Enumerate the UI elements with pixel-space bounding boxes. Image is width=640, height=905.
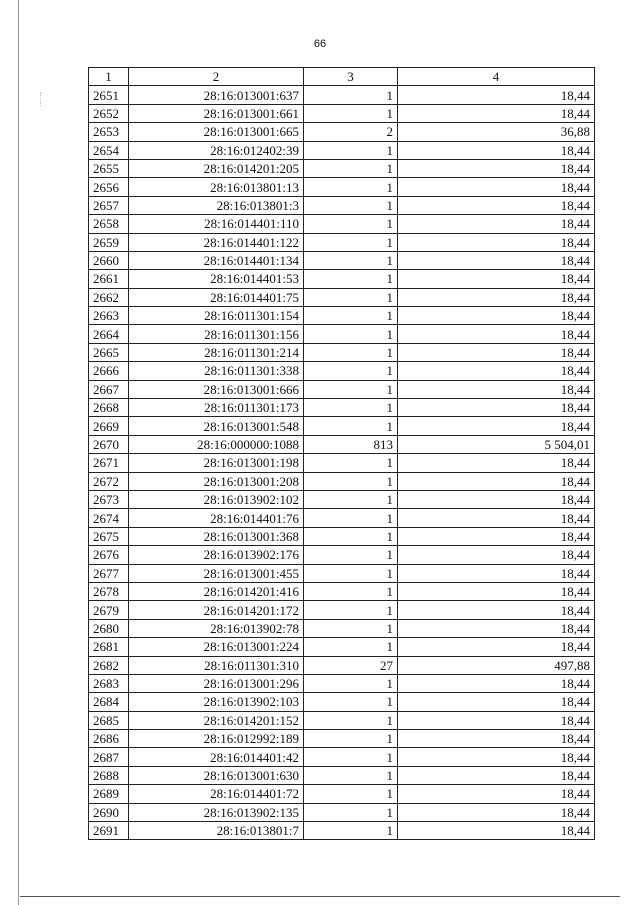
table-row — [89, 141, 595, 159]
quantity-cell: 1 — [304, 748, 398, 766]
cadastral-number-cell: 28:16:013001:198 — [129, 454, 304, 472]
row-number-cell: 2679 — [89, 601, 129, 619]
row-number-cell: 2691 — [89, 822, 129, 840]
quantity-cell: 1 — [304, 693, 398, 711]
row-number-cell: 2659 — [89, 233, 129, 251]
cadastral-number-cell: 28:16:013801:7 — [129, 822, 304, 840]
table-row — [89, 693, 595, 711]
amount-cell: 36,88 — [398, 123, 595, 141]
row-number-cell: 2666 — [89, 362, 129, 380]
row-number-cell: 2664 — [89, 325, 129, 343]
amount-cell: 18,44 — [398, 509, 595, 527]
amount-cell: 18,44 — [398, 454, 595, 472]
amount-cell: 18,44 — [398, 638, 595, 656]
cadastral-number-cell: 28:16:014401:42 — [129, 748, 304, 766]
table-row — [89, 343, 595, 361]
amount-cell: 18,44 — [398, 86, 595, 104]
amount-cell: 497,88 — [398, 656, 595, 674]
row-number-cell: 2689 — [89, 785, 129, 803]
row-number-cell: 2651 — [89, 86, 129, 104]
cadastral-number-cell: 28:16:013902:78 — [129, 619, 304, 637]
table-row — [89, 803, 595, 821]
amount-cell: 18,44 — [398, 711, 595, 729]
cadastral-number-cell: 28:16:013001:661 — [129, 104, 304, 122]
quantity-cell: 1 — [304, 343, 398, 361]
cadastral-number-cell: 28:16:014401:76 — [129, 509, 304, 527]
row-number-cell: 2680 — [89, 619, 129, 637]
row-number-cell: 2654 — [89, 141, 129, 159]
amount-cell: 18,44 — [398, 159, 595, 177]
row-number-cell: 2674 — [89, 509, 129, 527]
cadastral-number-cell: 28:16:013001:630 — [129, 766, 304, 784]
row-number-cell: 2671 — [89, 454, 129, 472]
amount-cell: 18,44 — [398, 730, 595, 748]
table-row — [89, 399, 595, 417]
quantity-cell: 1 — [304, 803, 398, 821]
cadastral-number-cell: 28:16:014401:72 — [129, 785, 304, 803]
quantity-cell: 1 — [304, 582, 398, 600]
row-number-cell: 2652 — [89, 104, 129, 122]
table-row — [89, 656, 595, 674]
quantity-cell: 1 — [304, 307, 398, 325]
row-number-cell: 2687 — [89, 748, 129, 766]
quantity-cell: 27 — [304, 656, 398, 674]
amount-cell: 18,44 — [398, 417, 595, 435]
table-row — [89, 822, 595, 840]
table-row — [89, 674, 595, 692]
table-row — [89, 564, 595, 582]
data-table — [88, 67, 595, 840]
row-number-cell: 2688 — [89, 766, 129, 784]
table-row — [89, 233, 595, 251]
row-number-cell: 2682 — [89, 656, 129, 674]
table-row — [89, 123, 595, 141]
cadastral-number-cell: 28:16:013001:208 — [129, 472, 304, 490]
row-number-cell: 2681 — [89, 638, 129, 656]
quantity-cell: 1 — [304, 380, 398, 398]
amount-cell: 18,44 — [398, 472, 595, 490]
amount-cell: 18,44 — [398, 490, 595, 508]
table-row — [89, 104, 595, 122]
amount-cell: 18,44 — [398, 141, 595, 159]
quantity-cell: 1 — [304, 104, 398, 122]
table-row — [89, 362, 595, 380]
cadastral-number-cell: 28:16:013001:368 — [129, 527, 304, 545]
cadastral-number-cell: 28:16:011301:214 — [129, 343, 304, 361]
table-row — [89, 509, 595, 527]
table-row — [89, 307, 595, 325]
table-row — [89, 251, 595, 269]
table-row — [89, 766, 595, 784]
table-row — [89, 288, 595, 306]
amount-cell: 18,44 — [398, 233, 595, 251]
table-row — [89, 435, 595, 453]
table-row — [89, 270, 595, 288]
cadastral-number-cell: 28:16:011301:338 — [129, 362, 304, 380]
row-number-cell: 2670 — [89, 435, 129, 453]
cadastral-number-cell: 28:16:013001:455 — [129, 564, 304, 582]
cadastral-number-cell: 28:16:014401:134 — [129, 251, 304, 269]
table-row — [89, 472, 595, 490]
quantity-cell: 1 — [304, 674, 398, 692]
amount-cell: 18,44 — [398, 178, 595, 196]
amount-cell: 18,44 — [398, 307, 595, 325]
quantity-cell: 1 — [304, 233, 398, 251]
quantity-cell: 813 — [304, 435, 398, 453]
quantity-cell: 1 — [304, 270, 398, 288]
row-number-cell: 2668 — [89, 399, 129, 417]
table-row — [89, 546, 595, 564]
amount-cell: 18,44 — [398, 270, 595, 288]
quantity-cell: 1 — [304, 711, 398, 729]
amount-cell: 18,44 — [398, 546, 595, 564]
table-row — [89, 527, 595, 545]
amount-cell: 5 504,01 — [398, 435, 595, 453]
amount-cell: 18,44 — [398, 343, 595, 361]
amount-cell: 18,44 — [398, 527, 595, 545]
quantity-cell: 1 — [304, 601, 398, 619]
table-row — [89, 711, 595, 729]
quantity-cell: 1 — [304, 215, 398, 233]
table-row — [89, 730, 595, 748]
cadastral-number-cell: 28:16:014201:416 — [129, 582, 304, 600]
column-header-2: 2 — [129, 68, 304, 86]
column-header-3: 3 — [304, 68, 398, 86]
table-row — [89, 619, 595, 637]
quantity-cell: 1 — [304, 527, 398, 545]
cadastral-number-cell: 28:16:013801:3 — [129, 196, 304, 214]
amount-cell: 18,44 — [398, 766, 595, 784]
quantity-cell: 1 — [304, 546, 398, 564]
cadastral-number-cell: 28:16:013001:224 — [129, 638, 304, 656]
row-number-cell: 2669 — [89, 417, 129, 435]
page-number: 66 — [313, 38, 327, 50]
table-row — [89, 215, 595, 233]
row-number-cell: 2675 — [89, 527, 129, 545]
table-row — [89, 454, 595, 472]
amount-cell: 18,44 — [398, 785, 595, 803]
cadastral-number-cell: 28:16:014201:205 — [129, 159, 304, 177]
amount-cell: 18,44 — [398, 674, 595, 692]
table-row — [89, 196, 595, 214]
quantity-cell: 1 — [304, 619, 398, 637]
amount-cell: 18,44 — [398, 748, 595, 766]
amount-cell: 18,44 — [398, 564, 595, 582]
table-row — [89, 178, 595, 196]
row-number-cell: 2660 — [89, 251, 129, 269]
margin-mark — [40, 92, 42, 106]
scan-bottom-edge — [20, 896, 620, 897]
quantity-cell: 1 — [304, 472, 398, 490]
table-body — [89, 86, 595, 840]
amount-cell: 18,44 — [398, 362, 595, 380]
cadastral-number-cell: 28:16:014201:152 — [129, 711, 304, 729]
quantity-cell: 1 — [304, 766, 398, 784]
row-number-cell: 2661 — [89, 270, 129, 288]
amount-cell: 18,44 — [398, 693, 595, 711]
quantity-cell: 1 — [304, 86, 398, 104]
quantity-cell: 1 — [304, 178, 398, 196]
row-number-cell: 2676 — [89, 546, 129, 564]
row-number-cell: 2655 — [89, 159, 129, 177]
scan-left-edge — [18, 0, 19, 905]
cadastral-number-cell: 28:16:014401:75 — [129, 288, 304, 306]
cadastral-number-cell: 28:16:013001:666 — [129, 380, 304, 398]
quantity-cell: 1 — [304, 159, 398, 177]
cadastral-number-cell: 28:16:013001:548 — [129, 417, 304, 435]
quantity-cell: 1 — [304, 730, 398, 748]
quantity-cell: 1 — [304, 362, 398, 380]
table-row — [89, 638, 595, 656]
quantity-cell: 1 — [304, 288, 398, 306]
table-row — [89, 748, 595, 766]
row-number-cell: 2665 — [89, 343, 129, 361]
cadastral-number-cell: 28:16:014401:122 — [129, 233, 304, 251]
table-row — [89, 325, 595, 343]
quantity-cell: 1 — [304, 490, 398, 508]
cadastral-number-cell: 28:16:013902:102 — [129, 490, 304, 508]
quantity-cell: 1 — [304, 325, 398, 343]
amount-cell: 18,44 — [398, 288, 595, 306]
row-number-cell: 2683 — [89, 674, 129, 692]
amount-cell: 18,44 — [398, 251, 595, 269]
column-header-1: 1 — [89, 68, 129, 86]
amount-cell: 18,44 — [398, 215, 595, 233]
cadastral-number-cell: 28:16:011301:154 — [129, 307, 304, 325]
amount-cell: 18,44 — [398, 822, 595, 840]
amount-cell: 18,44 — [398, 601, 595, 619]
amount-cell: 18,44 — [398, 619, 595, 637]
cadastral-number-cell: 28:16:013902:103 — [129, 693, 304, 711]
cadastral-number-cell: 28:16:013001:296 — [129, 674, 304, 692]
cadastral-number-cell: 28:16:011301:156 — [129, 325, 304, 343]
quantity-cell: 2 — [304, 123, 398, 141]
row-number-cell: 2677 — [89, 564, 129, 582]
amount-cell: 18,44 — [398, 399, 595, 417]
row-number-cell: 2663 — [89, 307, 129, 325]
quantity-cell: 1 — [304, 638, 398, 656]
cadastral-number-cell: 28:16:014201:172 — [129, 601, 304, 619]
amount-cell: 18,44 — [398, 104, 595, 122]
quantity-cell: 1 — [304, 141, 398, 159]
table-row — [89, 582, 595, 600]
column-header-4: 4 — [398, 68, 595, 86]
cadastral-number-cell: 28:16:011301:173 — [129, 399, 304, 417]
cadastral-number-cell: 28:16:013001:637 — [129, 86, 304, 104]
amount-cell: 18,44 — [398, 582, 595, 600]
row-number-cell: 2656 — [89, 178, 129, 196]
amount-cell: 18,44 — [398, 803, 595, 821]
quantity-cell: 1 — [304, 785, 398, 803]
amount-cell: 18,44 — [398, 196, 595, 214]
quantity-cell: 1 — [304, 399, 398, 417]
quantity-cell: 1 — [304, 822, 398, 840]
row-number-cell: 2684 — [89, 693, 129, 711]
row-number-cell: 2658 — [89, 215, 129, 233]
cadastral-number-cell: 28:16:013801:13 — [129, 178, 304, 196]
quantity-cell: 1 — [304, 509, 398, 527]
table-row — [89, 86, 595, 104]
row-number-cell: 2673 — [89, 490, 129, 508]
row-number-cell: 2690 — [89, 803, 129, 821]
cadastral-number-cell: 28:16:012402:39 — [129, 141, 304, 159]
row-number-cell: 2657 — [89, 196, 129, 214]
cadastral-number-cell: 28:16:000000:1088 — [129, 435, 304, 453]
amount-cell: 18,44 — [398, 380, 595, 398]
row-number-cell: 2653 — [89, 123, 129, 141]
row-number-cell: 2678 — [89, 582, 129, 600]
table-row — [89, 159, 595, 177]
table-header-row — [89, 68, 595, 86]
cadastral-number-cell: 28:16:012992:189 — [129, 730, 304, 748]
row-number-cell: 2685 — [89, 711, 129, 729]
cadastral-number-cell: 28:16:014401:53 — [129, 270, 304, 288]
quantity-cell: 1 — [304, 251, 398, 269]
quantity-cell: 1 — [304, 564, 398, 582]
cadastral-number-cell: 28:16:013902:176 — [129, 546, 304, 564]
row-number-cell: 2672 — [89, 472, 129, 490]
cadastral-number-cell: 28:16:011301:310 — [129, 656, 304, 674]
row-number-cell: 2686 — [89, 730, 129, 748]
quantity-cell: 1 — [304, 417, 398, 435]
table-row — [89, 417, 595, 435]
quantity-cell: 1 — [304, 196, 398, 214]
cadastral-number-cell: 28:16:013902:135 — [129, 803, 304, 821]
table-row — [89, 601, 595, 619]
quantity-cell: 1 — [304, 454, 398, 472]
row-number-cell: 2667 — [89, 380, 129, 398]
amount-cell: 18,44 — [398, 325, 595, 343]
table-row — [89, 785, 595, 803]
cadastral-number-cell: 28:16:014401:110 — [129, 215, 304, 233]
row-number-cell: 2662 — [89, 288, 129, 306]
table-row — [89, 490, 595, 508]
table-row — [89, 380, 595, 398]
cadastral-number-cell: 28:16:013001:665 — [129, 123, 304, 141]
